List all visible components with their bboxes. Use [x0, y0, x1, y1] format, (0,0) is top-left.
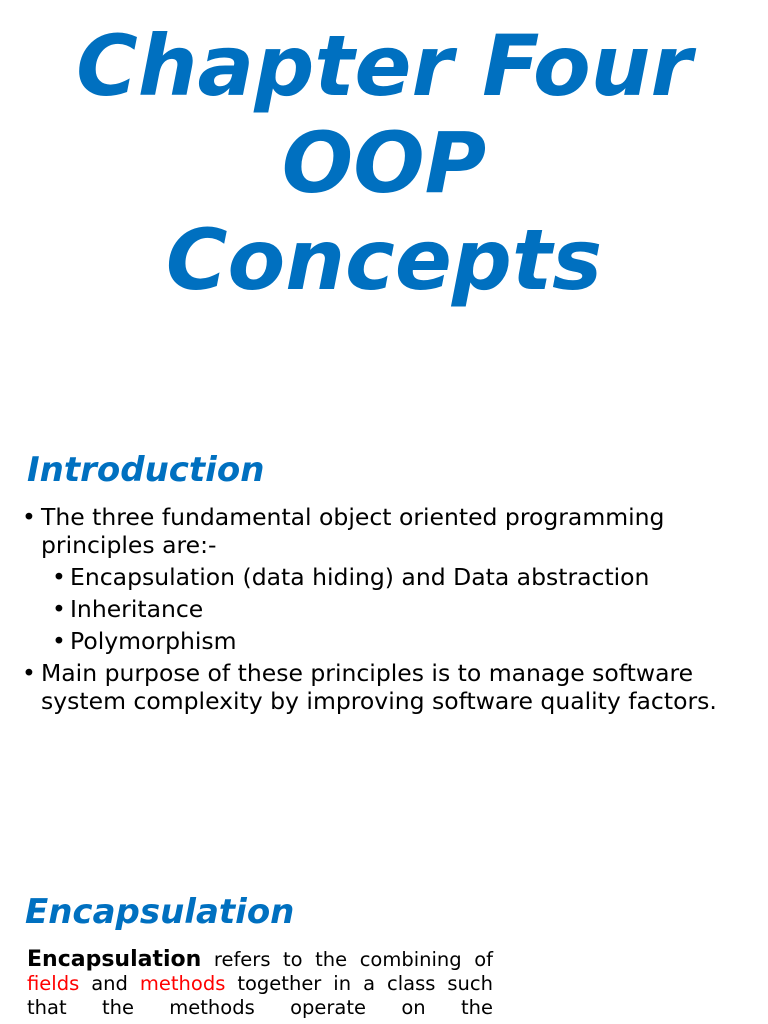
sub-bullet-item: [22, 627, 752, 655]
title-line-2: OOP: [281, 114, 487, 212]
encapsulation-heading: Encapsulation: [25, 892, 295, 932]
encapsulation-paragraph: [27, 948, 493, 1020]
introduction-bullets: [22, 503, 752, 719]
bullet-item: [22, 503, 752, 559]
bullet-item: [22, 659, 752, 715]
bullet-text: The three fundamental object oriented programming principles are:-: [41, 503, 665, 559]
fields-highlight: fields: [27, 972, 80, 995]
sub-bullet-item: [22, 595, 752, 623]
encapsulation-term: Encapsulation: [27, 947, 202, 972]
bullet-dot-icon: •: [52, 563, 66, 591]
bullet-dot-icon: •: [22, 659, 36, 687]
paragraph-text: and: [79, 972, 140, 995]
sub-bullet-text: Inheritance: [70, 595, 204, 623]
introduction-heading: Introduction: [27, 450, 265, 490]
bullet-dot-icon: •: [52, 627, 66, 655]
bullet-dot-icon: •: [22, 503, 36, 531]
sub-bullet-list: [22, 563, 752, 655]
chapter-title: [0, 18, 768, 309]
paragraph-text: together in a class such that the methods operate on the: [27, 972, 493, 1019]
sub-bullet-item: [22, 563, 752, 591]
sub-bullet-text: Encapsulation (data hiding) and Data abstraction: [70, 563, 650, 591]
title-line-3: Concepts: [165, 211, 603, 309]
bullet-dot-icon: •: [52, 595, 66, 623]
paragraph-text: refers to the combining of: [201, 948, 493, 971]
title-line-1: Chapter Four: [76, 17, 692, 115]
bullet-text: Main purpose of these principles is to manage software system complexity by improving software quality factors.: [41, 659, 717, 715]
sub-bullet-text: Polymorphism: [70, 627, 237, 655]
methods-highlight: methods: [139, 972, 226, 995]
